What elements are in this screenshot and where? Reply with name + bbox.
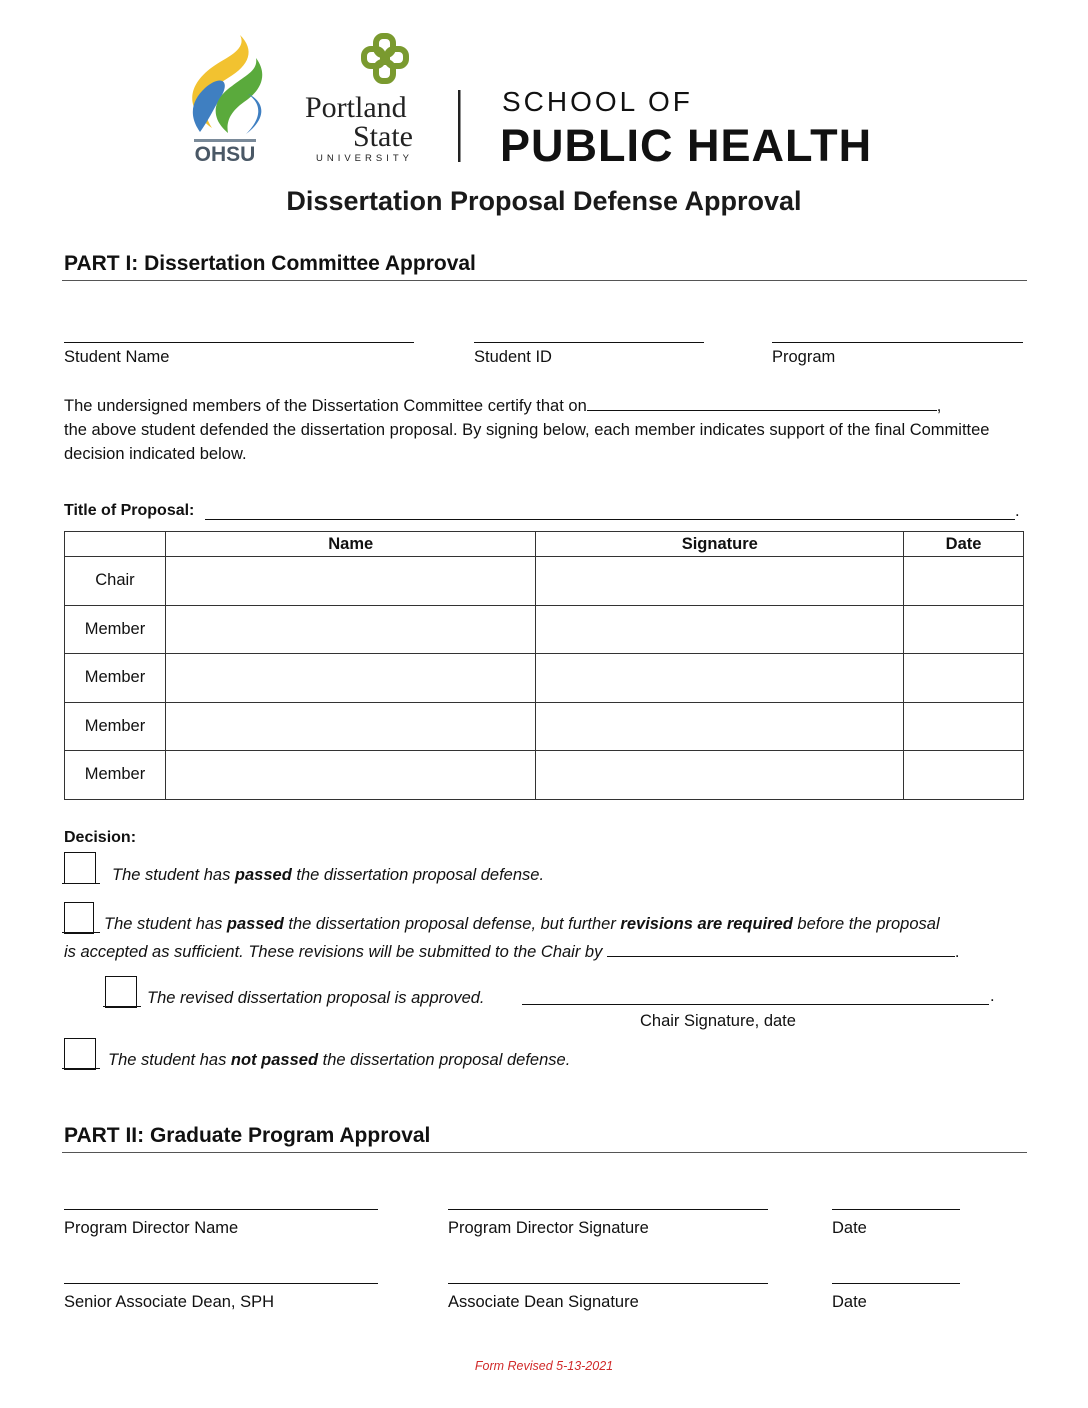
program-director-name-label: Program Director Name	[64, 1219, 239, 1237]
student-id-label: Student ID	[474, 348, 552, 366]
table-row	[65, 751, 1024, 800]
role-cell: Member	[65, 654, 166, 703]
name-cell[interactable]	[165, 557, 536, 606]
date-cell[interactable]	[904, 557, 1024, 606]
table-header-name: Name	[165, 532, 536, 557]
senior-associate-dean-line[interactable]	[64, 1283, 378, 1284]
part2-heading: PART II: Graduate Program Approval	[64, 1124, 431, 1147]
date-cell[interactable]	[904, 605, 1024, 654]
signature-cell[interactable]	[536, 702, 904, 751]
chair-signature-period: .	[990, 987, 995, 1005]
table-row	[65, 702, 1024, 751]
not-passed-checkbox-underline	[62, 1068, 100, 1069]
program-director-signature-line[interactable]	[448, 1209, 768, 1210]
part1-heading: PART I: Dissertation Committee Approval	[64, 252, 476, 275]
table-row	[65, 557, 1024, 606]
certify-text-1: The undersigned members of the Dissertation Committee certify that on	[64, 397, 587, 415]
name-cell[interactable]	[165, 654, 536, 703]
passed-checkbox[interactable]	[64, 852, 96, 884]
option-revised-approved-text: The revised dissertation proposal is approved.	[147, 989, 485, 1007]
revisions-date-field[interactable]	[607, 942, 955, 957]
name-cell[interactable]	[165, 751, 536, 800]
psu-logo-line1: Portland	[305, 91, 407, 124]
date-cell[interactable]	[904, 702, 1024, 751]
option-not-passed-text: The student has not passed the dissertation proposal defense.	[108, 1051, 571, 1069]
sph-line2: PUBLIC HEALTH	[500, 120, 873, 171]
revised-approved-underline	[103, 1006, 141, 1007]
part2-rule	[62, 1152, 1027, 1153]
program-director-date-label: Date	[832, 1219, 867, 1237]
program-label: Program	[772, 348, 836, 366]
table-header-signature: Signature	[536, 532, 904, 557]
table-header-role	[65, 532, 166, 557]
role-cell: Member	[65, 605, 166, 654]
role-cell: Member	[65, 702, 166, 751]
table-row	[65, 605, 1024, 654]
chair-signature-label: Chair Signature, date	[640, 1012, 796, 1030]
table-row	[65, 654, 1024, 703]
document-title: Dissertation Proposal Defense Approval	[286, 186, 802, 216]
psu-logo	[305, 36, 413, 164]
signature-cell[interactable]	[536, 557, 904, 606]
signature-cell[interactable]	[536, 605, 904, 654]
program-line[interactable]	[772, 342, 1023, 343]
option-revisions-text-line1: The student has passed the dissertation proposal defense, but further revisions are required before the proposal	[104, 915, 940, 933]
associate-dean-signature-line[interactable]	[448, 1283, 768, 1284]
decision-label: Decision:	[64, 829, 137, 846]
option-passed-text: The student has passed the dissertation proposal defense.	[112, 866, 545, 884]
committee-table	[64, 531, 1024, 800]
signature-cell[interactable]	[536, 751, 904, 800]
table-header-row	[65, 532, 1024, 557]
program-director-name-line[interactable]	[64, 1209, 378, 1210]
logo-divider	[458, 90, 461, 162]
sph-line1: SCHOOL OF	[502, 86, 693, 117]
psu-logo-line2: State	[353, 120, 413, 153]
signature-cell[interactable]	[536, 654, 904, 703]
form-revision-footer: Form Revised 5-13-2021	[474, 1359, 614, 1373]
chair-signature-line[interactable]	[522, 1004, 989, 1005]
program-director-date-line[interactable]	[832, 1209, 960, 1210]
associate-dean-signature-label: Associate Dean Signature	[448, 1293, 639, 1311]
passed-checkbox-underline	[62, 883, 100, 884]
title-period: .	[1015, 502, 1020, 520]
name-cell[interactable]	[165, 702, 536, 751]
role-cell: Chair	[65, 557, 166, 606]
senior-associate-dean-label: Senior Associate Dean, SPH	[64, 1293, 275, 1311]
option-revisions-text-line2: is accepted as sufficient. These revisions will be submitted to the Chair by .	[64, 943, 960, 961]
date-cell[interactable]	[904, 751, 1024, 800]
student-name-line[interactable]	[64, 342, 414, 343]
certification-paragraph: The undersigned members of the Dissertation Committee certify that on , the above student defended the dissertation proposal. By signing below, each member indicates support of the final Committee decision indicated below.	[64, 397, 990, 463]
name-cell[interactable]	[165, 605, 536, 654]
ohsu-logo-text: OHSU	[194, 143, 256, 166]
ohsu-logo	[192, 35, 262, 166]
program-director-signature-label: Program Director Signature	[448, 1219, 649, 1237]
passed-with-revisions-checkbox[interactable]	[64, 902, 94, 934]
role-cell: Member	[65, 751, 166, 800]
date-cell[interactable]	[904, 654, 1024, 703]
associate-dean-date-line[interactable]	[832, 1283, 960, 1284]
student-id-line[interactable]	[474, 342, 704, 343]
psu-logo-line3: UNIVERSITY	[315, 153, 413, 164]
associate-dean-date-label: Date	[832, 1293, 867, 1311]
revised-approved-checkbox[interactable]	[105, 976, 137, 1008]
title-of-proposal-label: Title of Proposal:	[64, 502, 195, 519]
part1-rule	[62, 280, 1027, 281]
defense-date-field[interactable]	[587, 396, 937, 411]
header-logos	[0, 0, 1088, 175]
title-of-proposal-field[interactable]	[205, 519, 1015, 520]
not-passed-checkbox[interactable]	[64, 1038, 96, 1070]
table-header-date: Date	[904, 532, 1024, 557]
certify-text-2: the above student defended the dissertation proposal. By signing below, each member indicates support of the final Committee decision indicated below.	[64, 421, 990, 463]
revisions-checkbox-underline	[62, 932, 100, 933]
sph-wordmark	[500, 86, 872, 171]
student-name-label: Student Name	[64, 348, 170, 366]
